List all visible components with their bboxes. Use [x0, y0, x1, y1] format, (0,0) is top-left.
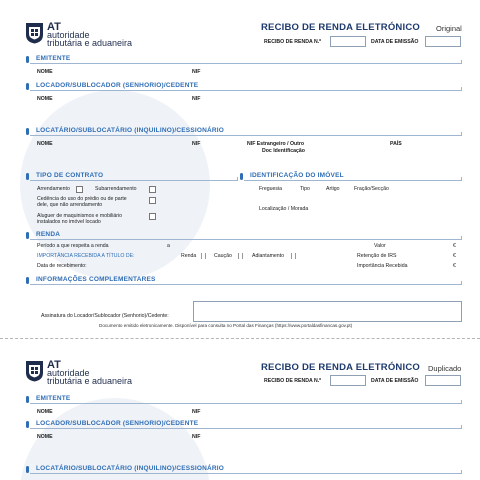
receipt-number-field[interactable]: [330, 36, 366, 47]
cedencia-label-2: dele, que não arrendamento: [37, 202, 103, 208]
localizacao-label: Localização / Morada: [259, 206, 309, 212]
aluguer-label-1: Aluguer de maquinismos e mobiliário: [37, 213, 123, 219]
copy-label: Duplicado: [428, 364, 462, 373]
section-tipo-contrato: TIPO DE CONTRATO: [26, 172, 238, 180]
watermark: [20, 90, 210, 280]
periodo-label: Período a que respeita a renda: [37, 243, 109, 249]
receipt-title: RECIBO DE RENDA ELETRÓNICO: [261, 22, 420, 33]
issue-date-label: DATA DE EMISSÃO: [371, 39, 419, 45]
aluguer-label-2: instalados no imóvel locado: [37, 219, 101, 225]
section-renda: RENDA: [26, 231, 462, 239]
locador-nome-label: NOME: [37, 96, 53, 102]
receipt-duplicate: [0, 338, 480, 480]
locador-nif-label: NIF: [192, 96, 201, 102]
subarrendamento-checkbox[interactable]: [149, 186, 156, 193]
renda-option-box[interactable]: [201, 253, 206, 259]
receipt-number-field[interactable]: [330, 375, 366, 386]
locatario-nome-label: NOME: [37, 141, 53, 147]
section-emitente: EMITENTE: [26, 395, 462, 403]
tipo-label: Tipo: [300, 186, 310, 192]
signature-field[interactable]: [193, 301, 462, 322]
receipt-title: RECIBO DE RENDA ELETRÓNICO: [261, 362, 420, 373]
section-locador: LOCADOR/SUBLOCADOR (SENHORIO)/CEDENTE: [26, 82, 462, 90]
footer-note: Documento emitido eletronicamente. Disponível para consulta no Portal das Finanças (https://www.portaldasfinancas.gov.pt): [99, 323, 353, 328]
at-logo-icon: [25, 360, 44, 382]
caucao-option-box[interactable]: [238, 253, 243, 259]
receipt-number-label: RECIBO DE RENDA N.º: [264, 378, 322, 384]
section-info-complementares: INFORMAÇÕES COMPLEMENTARES: [26, 276, 462, 284]
retencao-label: Retenção de IRS: [357, 253, 397, 259]
section-locador: LOCADOR/SUBLOCADOR (SENHORIO)/CEDENTE: [26, 420, 462, 428]
logo-text: AT autoridade tributária e aduaneira: [47, 359, 133, 386]
issue-date-field[interactable]: [425, 36, 461, 47]
locador-nif-label: NIF: [192, 434, 201, 440]
subarrendamento-label: Subarrendamento: [95, 186, 137, 192]
retencao-currency: €: [453, 253, 456, 259]
arrendamento-label: Arrendamento: [37, 186, 70, 192]
doc-identificacao-label: Doc Identificação: [262, 148, 305, 154]
renda-option-label: Renda: [181, 253, 197, 259]
signature-label: Assinatura do Locador/Sublocador (Senhorio)/Cedente:: [41, 313, 169, 319]
cedencia-checkbox[interactable]: [149, 197, 156, 204]
locatario-nif-label: NIF: [192, 141, 201, 147]
artigo-label: Artigo: [326, 186, 340, 192]
importancia-recebida-label: Importância Recebida: [357, 263, 408, 269]
at-logo-icon: [25, 22, 44, 44]
importancia-titulo-label: IMPORTÂNCIA RECEBIDA A TÍTULO DE:: [37, 253, 135, 259]
valor-currency: €: [453, 243, 456, 249]
emitente-nome-label: NOME: [37, 69, 53, 75]
arrendamento-checkbox[interactable]: [76, 186, 83, 193]
adiantamento-option-label-visible: Adiantamento: [252, 253, 285, 259]
valor-label: Valor: [374, 243, 386, 249]
nif-estrangeiro-label: NIF Estrangeiro / Outro: [247, 141, 305, 147]
periodo-a-label: a: [167, 243, 170, 249]
logo-text: AT autoridade tributária e aduaneira: [47, 21, 133, 48]
locador-nome-label: NOME: [37, 434, 53, 440]
freguesia-label: Freguesia: [259, 186, 283, 192]
section-locatario: LOCATÁRIO/SUBLOCATÁRIO (INQUILINO)/CESSIONÁRIO: [26, 127, 462, 135]
issue-date-field[interactable]: [425, 375, 461, 386]
issue-date-label: DATA DE EMISSÃO: [371, 378, 419, 384]
importancia-currency: €: [453, 263, 456, 269]
fracao-label: Fração/Secção: [354, 186, 389, 192]
receipt-number-label: RECIBO DE RENDA N.º: [264, 39, 322, 45]
pais-label: PAÍS: [390, 141, 402, 147]
section-identificacao-imovel: IDENTIFICAÇÃO DO IMÓVEL: [240, 172, 462, 180]
caucao-option-label: Caução: [214, 253, 232, 259]
adiantamento-option-box[interactable]: [291, 253, 296, 259]
emitente-nome-label: NOME: [37, 409, 53, 415]
emitente-nif-label: NIF: [192, 409, 201, 415]
cedencia-label-1: Cedência do uso do prédio ou de parte: [37, 196, 127, 202]
aluguer-checkbox[interactable]: [149, 213, 156, 220]
section-emitente: EMITENTE: [26, 55, 462, 63]
data-recebimento-label: Data de recebimento:: [37, 263, 87, 269]
copy-label: Original: [436, 24, 462, 33]
section-locatario: LOCATÁRIO/SUBLOCATÁRIO (INQUILINO)/CESSIONÁRIO: [26, 465, 462, 473]
emitente-nif-label: NIF: [192, 69, 201, 75]
